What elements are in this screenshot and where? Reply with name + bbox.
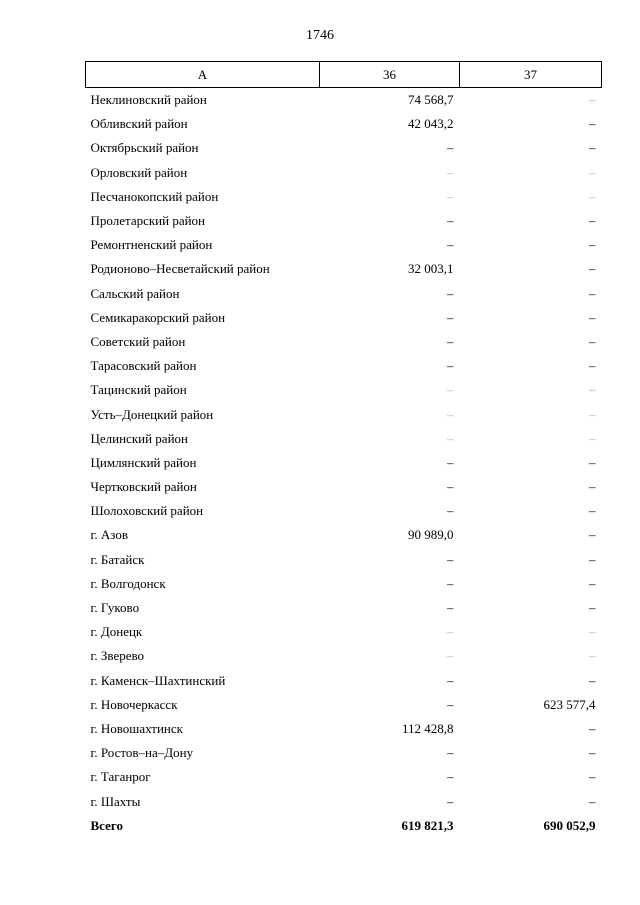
table-row xyxy=(86,427,602,451)
row-name-cell: Октябрьский район xyxy=(90,140,199,156)
table-row xyxy=(86,499,602,523)
row-value-37-cell: – xyxy=(589,333,596,349)
page-number: 1746 xyxy=(306,28,334,43)
table-row xyxy=(86,523,602,547)
row-name-cell: г. Шахты xyxy=(90,793,141,809)
row-value-36-cell: 42 043,2 xyxy=(408,116,454,132)
table-row xyxy=(86,596,602,620)
row-value-36-cell: – xyxy=(447,793,454,809)
row-value-37-cell: – xyxy=(589,793,596,809)
row-value-36-cell: – xyxy=(447,382,454,398)
table-row xyxy=(86,620,602,644)
row-value-36-cell: – xyxy=(447,551,454,567)
row-value-37-cell: – xyxy=(589,406,596,422)
row-name-cell: г. Азов xyxy=(90,527,128,543)
table-row xyxy=(86,112,602,136)
row-value-36-cell: – xyxy=(447,600,454,616)
row-value-36-cell: – xyxy=(447,430,454,446)
row-value-36-cell: – xyxy=(447,140,454,156)
row-value-36-cell: – xyxy=(447,769,454,785)
row-value-36-cell: – xyxy=(447,672,454,688)
row-value-36-cell: – xyxy=(447,454,454,470)
table-row xyxy=(86,548,602,572)
table-row xyxy=(86,282,602,306)
row-value-37-cell: – xyxy=(589,479,596,495)
row-value-36-cell: – xyxy=(447,745,454,761)
row-value-37-cell: – xyxy=(589,527,596,543)
total-label-cell: Всего xyxy=(90,817,123,833)
total-row xyxy=(86,814,602,838)
row-name-cell: Орловский район xyxy=(90,164,188,180)
row-value-36-cell: – xyxy=(447,213,454,229)
table-row xyxy=(86,136,602,160)
row-value-37-cell: – xyxy=(589,92,596,108)
table-row xyxy=(86,161,602,185)
table-row xyxy=(86,233,602,257)
row-value-37-cell: – xyxy=(589,188,596,204)
row-name-cell: Чертковский район xyxy=(90,479,197,495)
table-row xyxy=(86,88,602,113)
row-name-cell: г. Новошахтинск xyxy=(90,720,183,736)
row-name-cell: Цимлянский район xyxy=(90,454,197,470)
row-value-37-cell: – xyxy=(589,309,596,325)
table-row xyxy=(86,572,602,596)
table-row xyxy=(86,185,602,209)
row-name-cell: г. Волгодонск xyxy=(90,575,166,591)
header-col-37: 37 xyxy=(460,62,602,88)
table-row xyxy=(86,765,602,789)
row-name-cell: Песчанокопский район xyxy=(90,188,219,204)
row-name-cell: Советский район xyxy=(90,333,186,349)
row-name-cell: Семикаракорский район xyxy=(90,309,226,325)
table-row xyxy=(86,330,602,354)
row-value-36-cell: – xyxy=(447,164,454,180)
table-row xyxy=(86,693,602,717)
table-body xyxy=(86,88,602,838)
row-value-37-cell: – xyxy=(589,140,596,156)
row-value-36-cell: – xyxy=(447,309,454,325)
row-name-cell: г. Ростов–на–Дону xyxy=(90,745,194,761)
table-row xyxy=(86,475,602,499)
row-name-cell: Усть–Донецкий район xyxy=(90,406,214,422)
row-value-37-cell: – xyxy=(589,382,596,398)
row-name-cell: г. Новочеркасск xyxy=(90,696,178,712)
table-row xyxy=(86,717,602,741)
row-value-37-cell: – xyxy=(589,720,596,736)
row-value-37-cell: – xyxy=(589,358,596,374)
table-row xyxy=(86,257,602,281)
row-name-cell: Тацинский район xyxy=(90,382,187,398)
table-header xyxy=(86,62,602,88)
row-name-cell: г. Зверево xyxy=(90,648,145,664)
row-value-36-cell: – xyxy=(447,333,454,349)
table-row xyxy=(86,741,602,765)
row-name-cell: Шолоховский район xyxy=(90,503,204,519)
row-name-cell: г. Донецк xyxy=(90,624,143,640)
row-name-cell: г. Таганрог xyxy=(90,769,151,785)
row-name-cell: г. Гуково xyxy=(90,600,140,616)
row-value-36-cell: 32 003,1 xyxy=(408,261,454,277)
row-name-cell: Родионово–Несветайский район xyxy=(90,261,270,277)
row-value-36-cell: 74 568,7 xyxy=(408,92,454,108)
row-value-36-cell: – xyxy=(447,575,454,591)
row-value-37-cell: – xyxy=(589,600,596,616)
row-value-36-cell: – xyxy=(447,503,454,519)
row-name-cell: Целинский район xyxy=(90,430,188,446)
row-value-37-cell: – xyxy=(589,575,596,591)
row-name-cell: Ремонтненский район xyxy=(90,237,213,253)
table-row xyxy=(86,451,602,475)
row-name-cell: Неклиновский район xyxy=(90,92,207,108)
row-name-cell: Обливский район xyxy=(90,116,188,132)
row-value-37-cell: – xyxy=(589,624,596,640)
table-row xyxy=(86,402,602,426)
header-col-a: А xyxy=(86,62,320,88)
row-name-cell: Пролетарский район xyxy=(90,213,206,229)
row-value-36-cell: 112 428,8 xyxy=(401,720,454,736)
data-table xyxy=(85,61,602,838)
row-value-36-cell: – xyxy=(447,479,454,495)
row-name-cell: Тарасовский район xyxy=(90,358,197,374)
table-row xyxy=(86,306,602,330)
row-value-37-cell: – xyxy=(589,116,596,132)
row-value-36-cell: – xyxy=(447,696,454,712)
row-value-36-cell: – xyxy=(447,188,454,204)
row-value-37-cell: – xyxy=(589,648,596,664)
row-value-37-cell: – xyxy=(589,769,596,785)
row-value-36-cell: – xyxy=(447,406,454,422)
table-row xyxy=(86,354,602,378)
row-value-37-cell: – xyxy=(589,672,596,688)
row-value-36-cell: – xyxy=(447,624,454,640)
total-value-36-cell: 619 821,3 xyxy=(401,817,454,833)
row-value-37-cell: – xyxy=(589,430,596,446)
row-value-37-cell: – xyxy=(589,745,596,761)
row-value-37-cell: – xyxy=(589,213,596,229)
row-value-37-cell: – xyxy=(589,285,596,301)
row-value-36-cell: 90 989,0 xyxy=(408,527,454,543)
row-name-cell: г. Каменск–Шахтинский xyxy=(90,672,226,688)
row-value-36-cell: – xyxy=(447,648,454,664)
row-value-37-cell: – xyxy=(589,551,596,567)
row-value-37-cell: 623 577,4 xyxy=(543,696,596,712)
table-row xyxy=(86,644,602,668)
table-row xyxy=(86,669,602,693)
header-col-36: 36 xyxy=(320,62,460,88)
row-value-37-cell: – xyxy=(589,261,596,277)
table-row xyxy=(86,789,602,813)
table-row xyxy=(86,378,602,402)
row-value-37-cell: – xyxy=(589,164,596,180)
row-value-36-cell: – xyxy=(447,237,454,253)
row-name-cell: Сальский район xyxy=(90,285,180,301)
row-value-37-cell: – xyxy=(589,503,596,519)
total-value-37-cell: 690 052,9 xyxy=(543,817,596,833)
row-value-37-cell: – xyxy=(589,454,596,470)
row-value-36-cell: – xyxy=(447,285,454,301)
row-name-cell: г. Батайск xyxy=(90,551,145,567)
row-value-36-cell: – xyxy=(447,358,454,374)
table-row xyxy=(86,209,602,233)
row-value-37-cell: – xyxy=(589,237,596,253)
